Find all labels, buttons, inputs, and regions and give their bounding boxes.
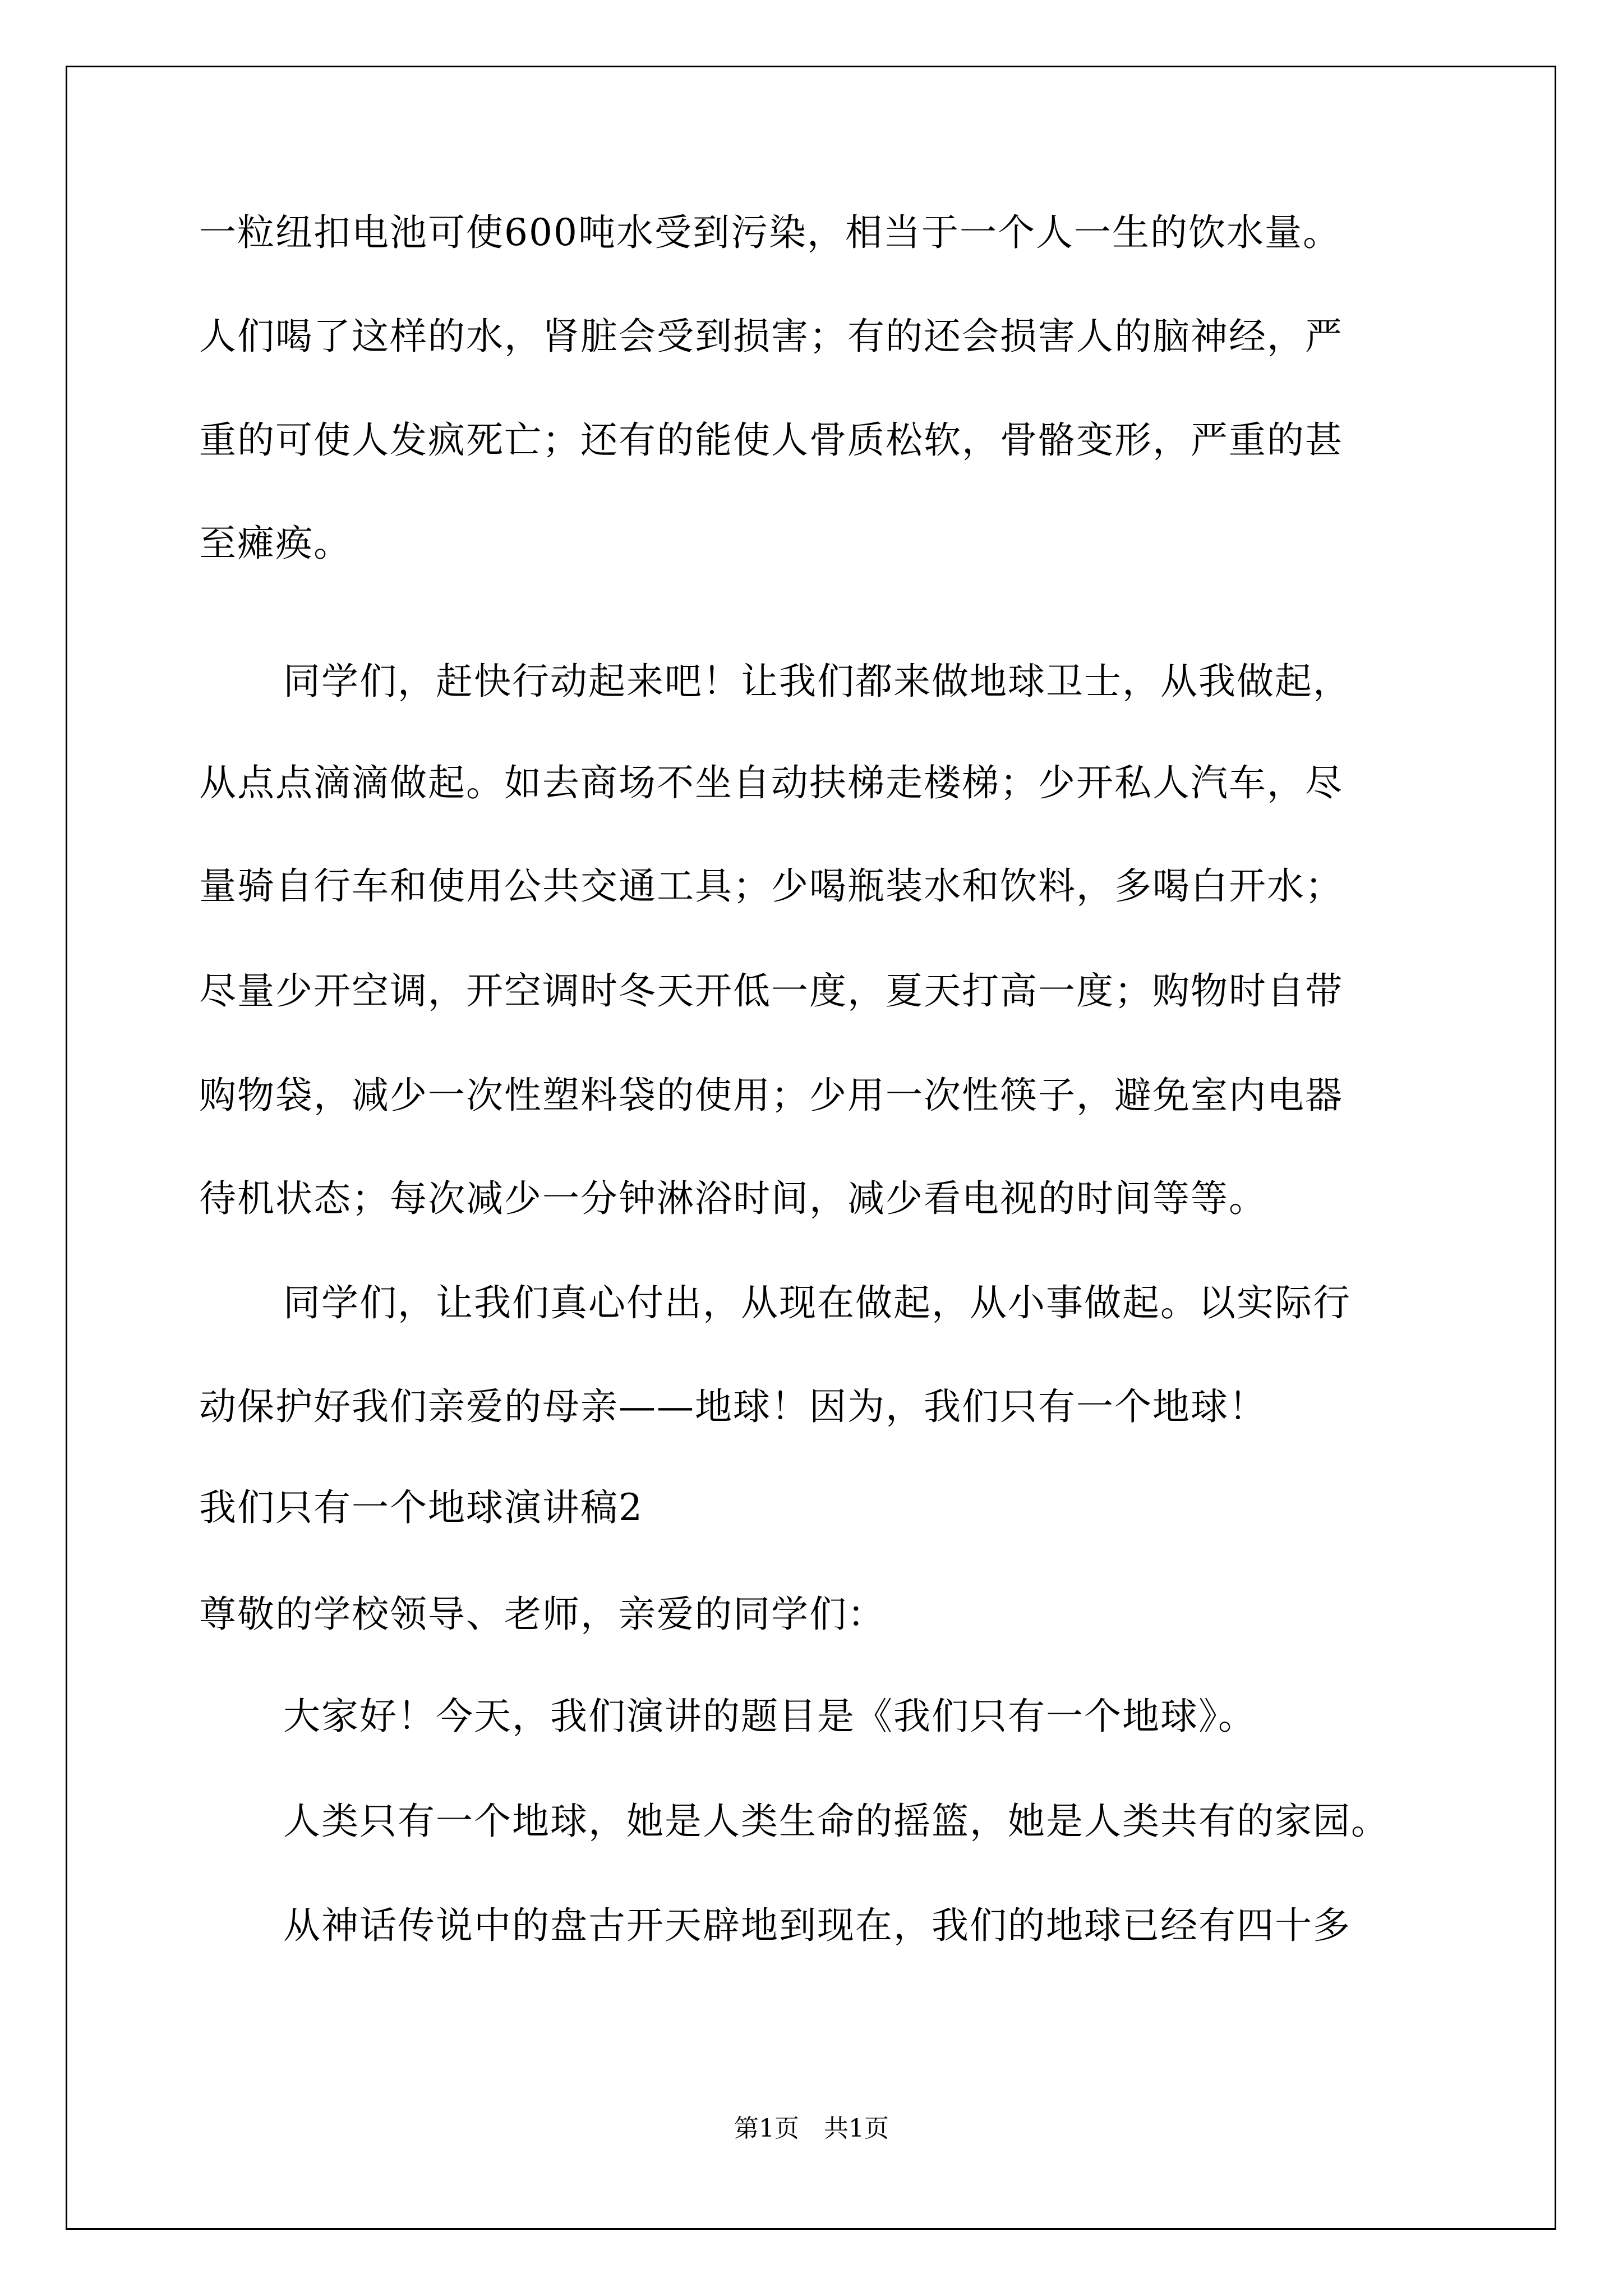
paragraph-greeting: 大家好！今天，我们演讲的题目是《我们只有一个地球》。: [283, 1695, 1256, 1738]
text-line-12: 动保护好我们亲爱的母亲——地球！因为，我们只有一个地球！: [199, 1385, 1267, 1428]
page-total: 共1页: [824, 2114, 889, 2143]
text-line-10: 待机状态；每次减少一分钟淋浴时间，减少看电视的时间等等。: [199, 1177, 1267, 1220]
text-line-7: 量骑自行车和使用公共交通工具；少喝瓶装水和饮料，多喝白开水；: [199, 864, 1343, 908]
text-line-8: 尽量少开空调，开空调时冬天开低一度，夏天打高一度；购物时自带: [199, 969, 1343, 1013]
text-line-9: 购物袋，减少一次性塑料袋的使用；少用一次性筷子，避免室内电器: [199, 1074, 1343, 1117]
paragraph-history: 从神话传说中的盘古开天辟地到现在，我们的地球已经有四十多: [283, 1904, 1351, 1947]
paragraph-earth: 人类只有一个地球，她是人类生命的摇篮，她是人类共有的家园。: [283, 1800, 1389, 1843]
page-number: 第1页: [734, 2114, 799, 2143]
page-footer: [0, 2112, 1623, 2146]
section-heading: 我们只有一个地球演讲稿2: [199, 1486, 643, 1529]
paragraph-3-start: 同学们，让我们真心付出，从现在做起，从小事做起。以实际行: [283, 1281, 1351, 1324]
text-line-3: 重的可使人发疯死亡；还有的能使人骨质松软，骨骼变形，严重的甚: [199, 418, 1343, 462]
text-line-6: 从点点滴滴做起。如去商场不坐自动扶梯走楼梯；少开私人汽车，尽: [199, 761, 1343, 804]
text-line-4: 至瘫痪。: [199, 522, 352, 565]
text-line-1: 一粒纽扣电池可使600吨水受到污染，相当于一个人一生的饮水量。: [199, 211, 1341, 254]
text-line-2: 人们喝了这样的水，肾脏会受到损害；有的还会损害人的脑神经，严: [199, 315, 1343, 358]
salutation: 尊敬的学校领导、老师，亲爱的同学们：: [199, 1593, 886, 1636]
paragraph-2-start: 同学们，赶快行动起来吧！让我们都来做地球卫士，从我做起，: [283, 660, 1351, 703]
